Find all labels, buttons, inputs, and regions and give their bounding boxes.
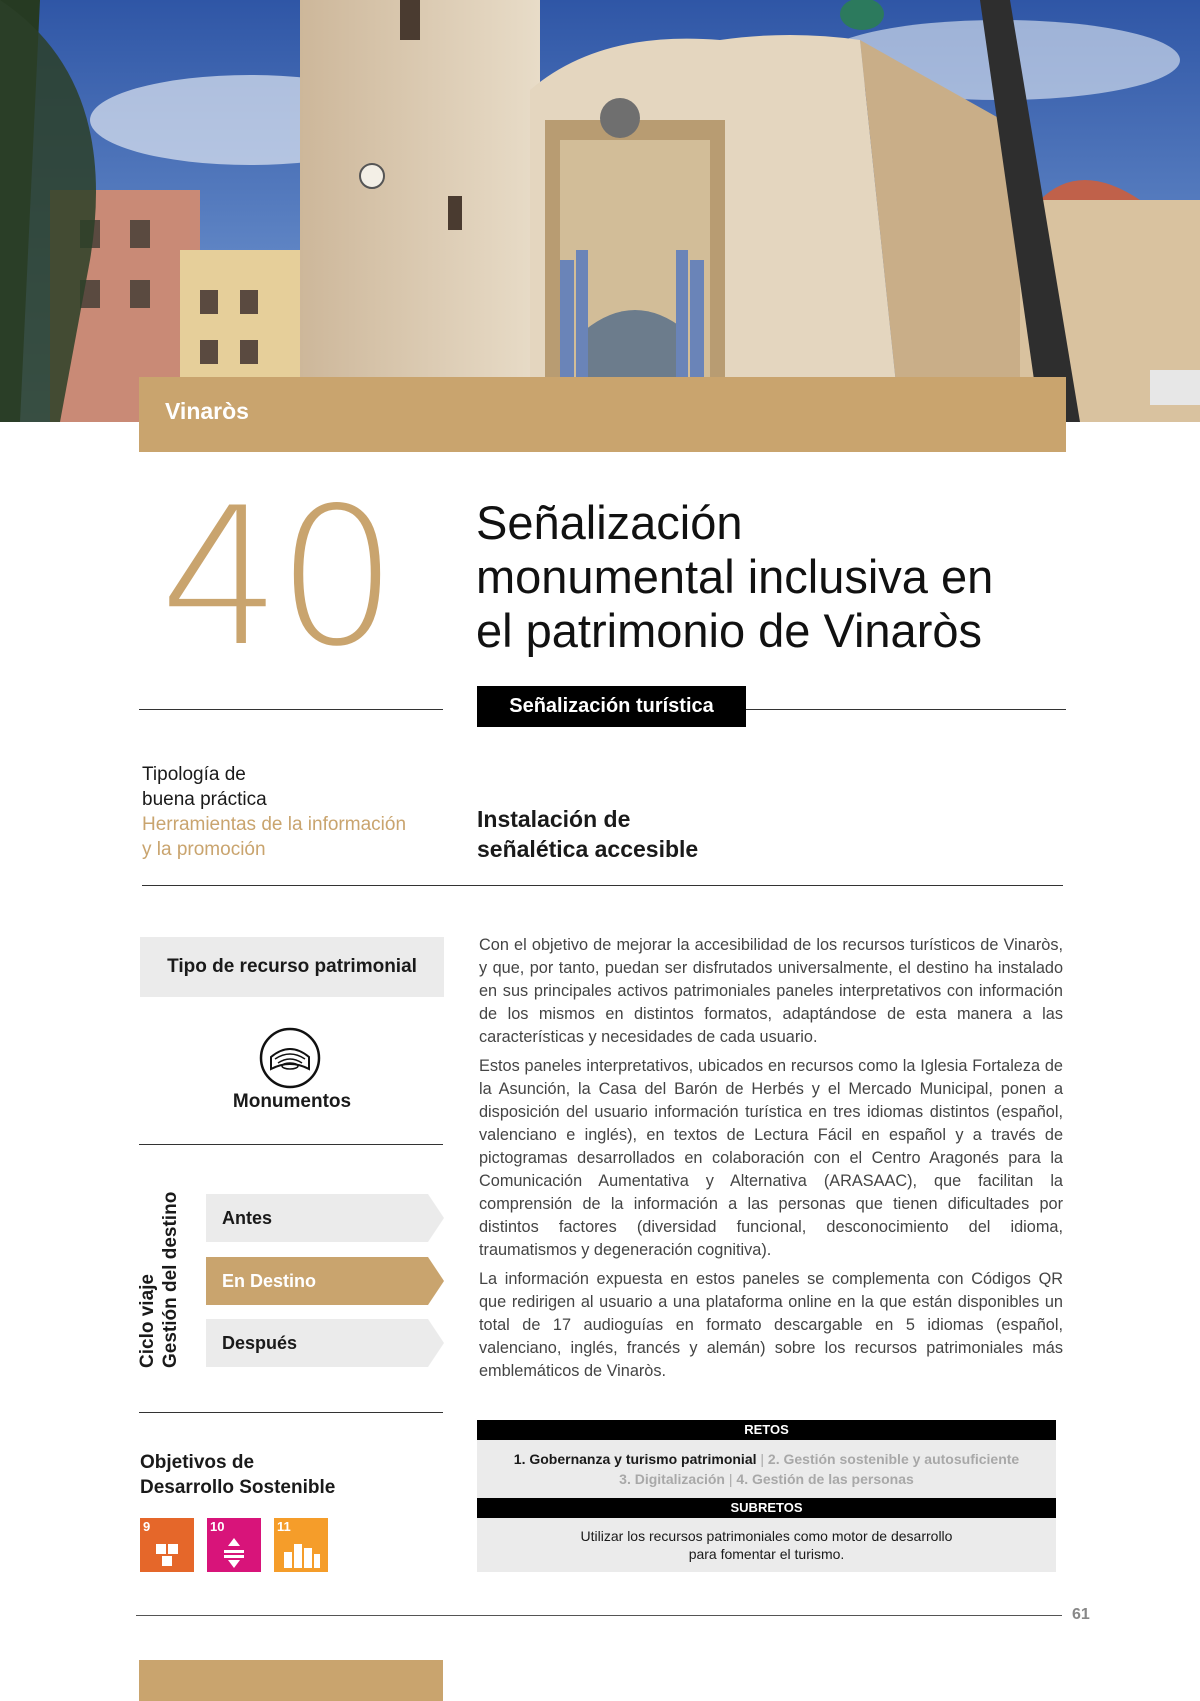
cycle-label-2: Gestión del destino	[160, 1191, 181, 1368]
footer-divider	[136, 1615, 1062, 1616]
divider	[746, 709, 1066, 710]
page-number: 61	[1072, 1606, 1090, 1623]
reto-2: 2. Gestión sostenible y autosuficiente	[767, 1451, 1020, 1467]
cycle-step-label: En Destino	[222, 1271, 317, 1291]
cycle-step-before	[206, 1194, 444, 1242]
reto-separator: |	[724, 1471, 737, 1487]
cycle-step-label: Antes	[222, 1208, 273, 1228]
practice-subtitle	[477, 804, 777, 864]
typology-label-2: buena práctica	[142, 789, 267, 810]
cycle-step-destination	[206, 1257, 444, 1305]
resource-type-label: Tipo de recurso patrimonial	[140, 937, 444, 997]
subretos-header: SUBRETOS	[477, 1498, 1056, 1518]
sdg-label-2: Desarrollo Sostenible	[140, 1477, 336, 1498]
sdg-number: 10	[210, 1519, 225, 1534]
sdg-9-icon	[140, 1518, 194, 1572]
sdg-number: 11	[277, 1519, 291, 1534]
description-paragraph: Con el objetivo de mejorar la accesibilidad de los recursos turísticos de Vinaròs, y que, por tanto, puedan ser disfrutados universalmente, el destino ha instalado en sus principales activos patrimoniales paneles interpretativos con información de los mismos en distintos formatos, adaptándose de esta manera a las características y necesidades de cada usuario.	[479, 936, 1063, 1046]
title-line-1: Señalización	[476, 496, 743, 549]
sdg-label	[140, 1450, 440, 1500]
retos-body	[477, 1440, 1056, 1498]
location-banner	[139, 377, 1066, 452]
category-tag: Señalización turística	[477, 686, 746, 727]
description	[479, 934, 1063, 1389]
footer-accent-bar	[139, 1660, 443, 1701]
subtitle-line-2: señalética accesible	[477, 836, 699, 862]
title-line-3: el patrimonio de Vinaròs	[476, 604, 982, 657]
cycle-step-after	[206, 1319, 444, 1367]
sdg-label-1: Objetivos de	[140, 1452, 255, 1473]
page-title	[476, 496, 1076, 658]
subreto-line-2: para fomentar el turismo.	[688, 1546, 845, 1562]
subtitle-line-1: Instalación de	[477, 806, 631, 832]
title-line-2: monumental inclusiva en	[476, 550, 994, 603]
divider	[139, 709, 443, 710]
reto-separator: |	[756, 1451, 768, 1467]
reto-4: 4. Gestión de las personas	[736, 1471, 914, 1487]
divider	[139, 1412, 443, 1413]
typology-value-2: y la promoción	[142, 839, 266, 860]
subreto-line-1: Utilizar los recursos patrimoniales como motor de desarrollo	[580, 1528, 953, 1544]
hero-photo	[0, 0, 1200, 422]
typology-value-1: Herramientas de la información	[142, 814, 407, 835]
divider	[139, 1144, 443, 1145]
resource-type-value: Monumentos	[232, 1091, 352, 1112]
description-paragraph: Estos paneles interpretativos, ubicados en recursos como la Iglesia Fortaleza de la Asunción, la Casa del Barón de Herbés y el Mercado Municipal, ponen a disposición del usuario información turística en tres idiomas distintos (español, valenciano e inglés), en textos de Lectura Fácil en español y a través de pictogramas desarrollados en colaboración con el Centro Aragonés para la Comunicación Aumentativa y Alternativa (ARASAAC), que facilitan la comprensión de la información a las personas que tienen dificultades por distintos factores (diversidad funcional, desconocimiento del idioma, traumatismos y degeneración cognitiva).	[479, 1057, 1063, 1259]
retos-header: RETOS	[477, 1420, 1056, 1440]
practice-number: 40	[160, 467, 394, 688]
typology-label-1: Tipología de	[142, 764, 246, 785]
reto-active: 1. Gobernanza y turismo patrimonial	[513, 1451, 757, 1467]
sdg-11-icon	[274, 1518, 328, 1572]
cycle-step-label: Después	[222, 1333, 298, 1353]
description-paragraph: La información expuesta en estos paneles se complementa con Códigos QR que redirigen al usuario a una plataforma online en la que están disponibles un total de 17 audioguías en formato descargable en 5 idiomas (español, valenciano, inglés, francés y alemán) sobre los recursos patrimoniales más emblemáticos de Vinaròs.	[479, 1270, 1063, 1380]
monument-arena-icon	[259, 1027, 321, 1089]
typology-block	[142, 762, 442, 862]
location-name: Vinaròs	[165, 398, 249, 424]
sdg-10-icon	[207, 1518, 261, 1572]
sdg-number: 9	[143, 1519, 151, 1534]
divider	[142, 885, 1063, 886]
cycle-label-1: Ciclo viaje	[137, 1274, 158, 1368]
reto-3: 3. Digitalización	[619, 1471, 725, 1487]
subretos-body	[477, 1518, 1056, 1572]
